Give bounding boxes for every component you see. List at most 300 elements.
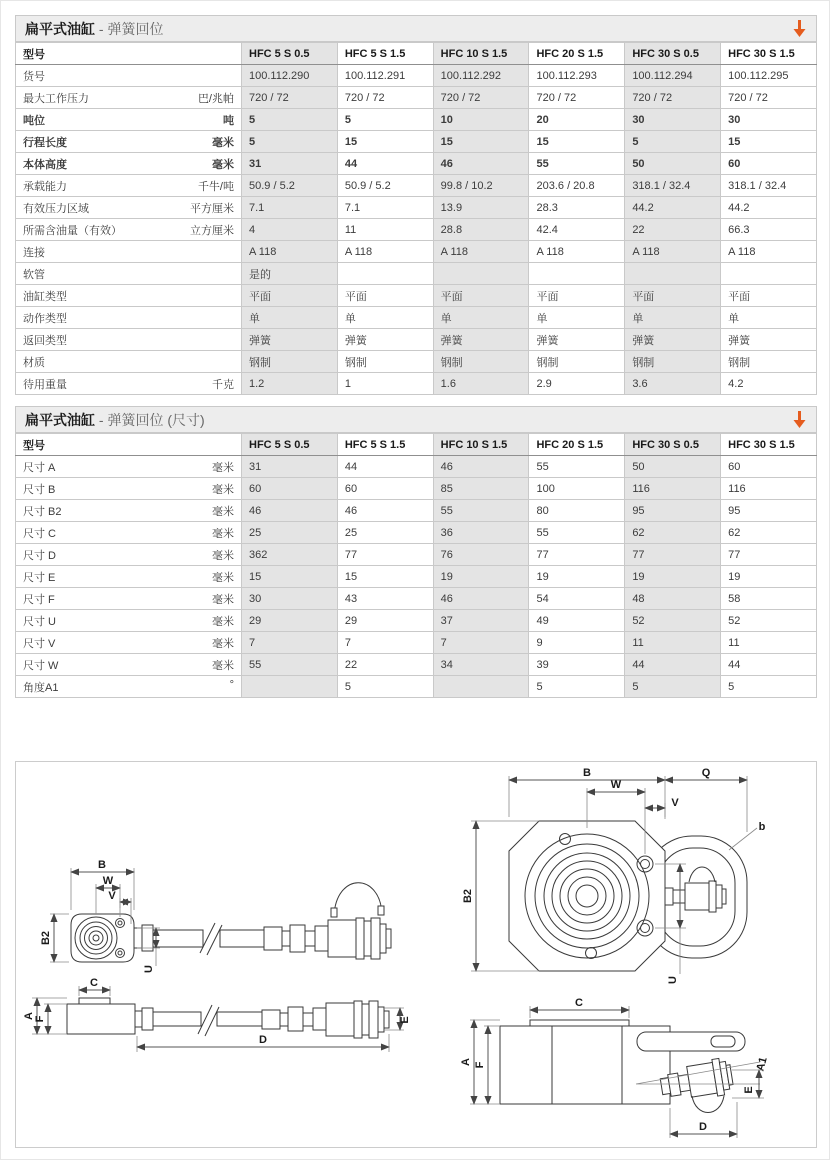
row-label-cell <box>16 175 242 197</box>
row-unit: 千克 <box>212 378 234 391</box>
value-cell: 50 <box>625 153 721 175</box>
view-side-left <box>23 977 411 1052</box>
table-row <box>16 522 817 544</box>
header-row <box>16 434 817 456</box>
row-unit: 毫米 <box>212 136 234 149</box>
value-cell: 是的 <box>242 263 338 285</box>
jump-down-arrow-icon[interactable] <box>792 410 807 429</box>
dim-label-f-side: F <box>34 1015 46 1023</box>
value-cell: 318.1 / 32.4 <box>721 175 817 197</box>
row-label-cell <box>16 109 242 131</box>
value-cell: 28.3 <box>529 197 625 219</box>
value-cell: 116 <box>721 478 817 500</box>
value-cell: 44.2 <box>625 197 721 219</box>
table-row <box>16 197 817 219</box>
value-cell <box>433 676 529 698</box>
value-cell: 46 <box>433 153 529 175</box>
header-row <box>16 43 817 65</box>
value-cell: 11 <box>337 219 433 241</box>
row-unit: 毫米 <box>212 461 234 474</box>
table1-title-suffix: - 弹簧回位 <box>95 20 164 37</box>
table2-title-main: 扁平式油缸 <box>25 411 95 428</box>
row-label-cell <box>16 219 242 241</box>
value-cell: 弹簧 <box>242 329 338 351</box>
value-cell <box>337 263 433 285</box>
row-label: 尺寸 B <box>23 483 56 496</box>
row-label: 尺寸 U <box>23 615 56 628</box>
value-cell: 60 <box>242 478 338 500</box>
row-label-cell <box>16 329 242 351</box>
value-cell: 7 <box>337 632 433 654</box>
value-cell: 39 <box>529 654 625 676</box>
value-cell: 弹簧 <box>433 329 529 351</box>
value-cell: 弹簧 <box>721 329 817 351</box>
value-cell: 7 <box>433 632 529 654</box>
value-cell <box>433 263 529 285</box>
value-cell: 62 <box>721 522 817 544</box>
value-cell: 55 <box>433 500 529 522</box>
value-cell: 46 <box>337 500 433 522</box>
row-label-cell <box>16 676 242 698</box>
dim-label-a-right: A <box>460 1058 472 1066</box>
row-label: 软管 <box>23 268 45 281</box>
row-label: 有效压力区域 <box>23 202 89 215</box>
row-label-cell <box>16 522 242 544</box>
value-cell: 55 <box>529 522 625 544</box>
value-cell: 平面 <box>337 285 433 307</box>
table-row <box>16 610 817 632</box>
row-label-cell <box>16 654 242 676</box>
value-cell: 5 <box>625 676 721 698</box>
value-cell: 15 <box>337 566 433 588</box>
value-cell: 44 <box>625 654 721 676</box>
column-header: HFC 20 S 1.5 <box>529 43 625 65</box>
value-cell: 单 <box>529 307 625 329</box>
value-cell: 60 <box>721 456 817 478</box>
value-cell: A 118 <box>721 241 817 263</box>
value-cell: 50.9 / 5.2 <box>337 175 433 197</box>
view-front-left <box>40 859 391 973</box>
row-unit: 巴/兆帕 <box>197 92 234 105</box>
table-row <box>16 131 817 153</box>
row-unit: 毫米 <box>212 505 234 518</box>
row-label-cell <box>16 153 242 175</box>
table-row <box>16 566 817 588</box>
value-cell: 22 <box>625 219 721 241</box>
value-cell: 1.2 <box>242 373 338 395</box>
value-cell: 9 <box>529 632 625 654</box>
value-cell: 77 <box>721 544 817 566</box>
value-cell: 15 <box>721 131 817 153</box>
row-label: 本体高度 <box>23 158 67 171</box>
view-top-right <box>462 767 766 984</box>
value-cell: 单 <box>721 307 817 329</box>
row-unit: 毫米 <box>212 549 234 562</box>
value-cell: 15 <box>337 131 433 153</box>
spec-table <box>15 42 817 395</box>
column-header: HFC 5 S 1.5 <box>337 43 433 65</box>
table-row <box>16 65 817 87</box>
value-cell: 7.1 <box>242 197 338 219</box>
value-cell: 100 <box>529 478 625 500</box>
row-unit: ° <box>229 678 234 691</box>
value-cell: 弹簧 <box>625 329 721 351</box>
value-cell: 50.9 / 5.2 <box>242 175 338 197</box>
value-cell: 31 <box>242 153 338 175</box>
table2-title-suffix: - 弹簧回位 (尺寸) <box>95 411 205 428</box>
value-cell: 弹簧 <box>337 329 433 351</box>
table-row <box>16 263 817 285</box>
row-label-cell <box>16 87 242 109</box>
column-header: HFC 30 S 0.5 <box>625 43 721 65</box>
value-cell: 1.6 <box>433 373 529 395</box>
value-cell: 720 / 72 <box>337 87 433 109</box>
dim-label-b2-front: B2 <box>40 930 52 946</box>
column-header: HFC 10 S 1.5 <box>433 43 529 65</box>
row-unit: 毫米 <box>212 637 234 650</box>
value-cell: 362 <box>242 544 338 566</box>
value-cell: 25 <box>337 522 433 544</box>
value-cell: 49 <box>529 610 625 632</box>
dim-label-u-front: U <box>143 965 155 973</box>
value-cell: 100.112.291 <box>337 65 433 87</box>
dim-label-c-right: C <box>575 997 583 1009</box>
table-row <box>16 153 817 175</box>
value-cell: 55 <box>529 153 625 175</box>
dim-label-a-side: A <box>23 1012 35 1020</box>
dim-label-c-side: C <box>90 977 98 989</box>
row-label-cell <box>16 241 242 263</box>
table1-title <box>25 22 163 36</box>
row-label-cell <box>16 610 242 632</box>
value-cell: 48 <box>625 588 721 610</box>
value-cell: 52 <box>625 610 721 632</box>
value-cell: 平面 <box>721 285 817 307</box>
value-cell: 44 <box>721 654 817 676</box>
value-cell: 19 <box>625 566 721 588</box>
row-label-cell <box>16 307 242 329</box>
value-cell: 19 <box>529 566 625 588</box>
value-cell: 31 <box>242 456 338 478</box>
value-cell: 钢制 <box>529 351 625 373</box>
row-label: 尺寸 V <box>23 637 56 650</box>
dim-label-e-right: E <box>743 1086 755 1094</box>
row-label: 货号 <box>23 70 45 83</box>
row-label: 尺寸 D <box>23 549 56 562</box>
drawing-svg <box>16 762 816 1147</box>
value-cell: 1 <box>337 373 433 395</box>
value-cell: 5 <box>529 676 625 698</box>
row-unit: 吨 <box>223 114 234 127</box>
column-header: HFC 30 S 0.5 <box>625 434 721 456</box>
table1-titlebar <box>15 15 817 42</box>
value-cell: 5 <box>242 131 338 153</box>
table-row <box>16 373 817 395</box>
table-row <box>16 175 817 197</box>
row-unit: 毫米 <box>212 659 234 672</box>
row-label: 油缸类型 <box>23 290 67 303</box>
value-cell: 66.3 <box>721 219 817 241</box>
row-unit: 立方厘米 <box>190 224 234 237</box>
value-cell: A 118 <box>529 241 625 263</box>
value-cell: 30 <box>721 109 817 131</box>
value-cell: 15 <box>433 131 529 153</box>
value-cell: 25 <box>242 522 338 544</box>
value-cell: 平面 <box>242 285 338 307</box>
value-cell: 4 <box>242 219 338 241</box>
dim-label-v-front: V <box>108 890 116 902</box>
row-label-cell <box>16 131 242 153</box>
dim-label-w-top: W <box>610 779 622 791</box>
row-label: 材质 <box>23 356 45 369</box>
dim-label-q-top: Q <box>701 767 711 779</box>
value-cell: 42.4 <box>529 219 625 241</box>
table1-title-main: 扁平式油缸 <box>25 20 95 37</box>
value-cell: 55 <box>242 654 338 676</box>
row-label: 吨位 <box>23 114 45 127</box>
table2-titlebar <box>15 406 817 433</box>
value-cell: A 118 <box>433 241 529 263</box>
value-cell: 77 <box>337 544 433 566</box>
dim-label-v-top: V <box>671 797 679 809</box>
value-cell: 37 <box>433 610 529 632</box>
value-cell: 36 <box>433 522 529 544</box>
value-cell: 44 <box>337 153 433 175</box>
dimensions-table-section <box>15 406 815 698</box>
value-cell: 80 <box>529 500 625 522</box>
value-cell: 60 <box>337 478 433 500</box>
value-cell: 15 <box>529 131 625 153</box>
value-cell: 46 <box>242 500 338 522</box>
dim-label-b-top: B <box>583 767 591 779</box>
value-cell: 203.6 / 20.8 <box>529 175 625 197</box>
table-row <box>16 456 817 478</box>
spec-table-section <box>15 15 815 395</box>
value-cell: 62 <box>625 522 721 544</box>
dim-label-b2-top: B2 <box>462 888 474 904</box>
view-side-right <box>460 997 770 1138</box>
value-cell: 钢制 <box>433 351 529 373</box>
value-cell: 20 <box>529 109 625 131</box>
dim-label-f-right: F <box>474 1061 486 1069</box>
value-cell <box>721 263 817 285</box>
row-label-cell <box>16 588 242 610</box>
value-cell <box>529 263 625 285</box>
value-cell: 55 <box>529 456 625 478</box>
value-cell: 44.2 <box>721 197 817 219</box>
value-cell: 28.8 <box>433 219 529 241</box>
table-row <box>16 544 817 566</box>
row-label: 承载能力 <box>23 180 67 193</box>
value-cell: 钢制 <box>721 351 817 373</box>
table-row <box>16 478 817 500</box>
value-cell: 99.8 / 10.2 <box>433 175 529 197</box>
value-cell: 10 <box>433 109 529 131</box>
value-cell: 50 <box>625 456 721 478</box>
row-label: 尺寸 B2 <box>23 505 62 518</box>
column-header: HFC 30 S 1.5 <box>721 434 817 456</box>
table-row <box>16 588 817 610</box>
column-header: HFC 10 S 1.5 <box>433 434 529 456</box>
value-cell: 29 <box>337 610 433 632</box>
value-cell: 100.112.293 <box>529 65 625 87</box>
value-cell: 2.9 <box>529 373 625 395</box>
row-label: 尺寸 C <box>23 527 56 540</box>
table-row <box>16 676 817 698</box>
value-cell: 4.2 <box>721 373 817 395</box>
value-cell: 44 <box>337 456 433 478</box>
value-cell: 3.6 <box>625 373 721 395</box>
row-unit: 毫米 <box>212 483 234 496</box>
value-cell: 钢制 <box>625 351 721 373</box>
value-cell: 60 <box>721 153 817 175</box>
row-label: 连接 <box>23 246 45 259</box>
row-label-cell <box>16 478 242 500</box>
row-label: 尺寸 A <box>23 461 56 474</box>
table-row <box>16 87 817 109</box>
row-label: 尺寸 W <box>23 659 59 672</box>
dim-label-d-side: D <box>259 1034 267 1046</box>
value-cell: 13.9 <box>433 197 529 219</box>
value-cell: 单 <box>433 307 529 329</box>
table-row <box>16 285 817 307</box>
dim-label-e-side: E <box>399 1016 411 1024</box>
row-unit: 毫米 <box>212 593 234 606</box>
value-cell <box>625 263 721 285</box>
value-cell: 钢制 <box>337 351 433 373</box>
table-row <box>16 351 817 373</box>
value-cell: 720 / 72 <box>242 87 338 109</box>
row-label-cell <box>16 632 242 654</box>
row-label-cell <box>16 544 242 566</box>
column-header: HFC 5 S 0.5 <box>242 434 338 456</box>
value-cell: 52 <box>721 610 817 632</box>
dim-label-w-front: W <box>102 875 114 887</box>
dim-label-u-top: U <box>667 976 679 984</box>
value-cell: 弹簧 <box>529 329 625 351</box>
row-unit: 毫米 <box>212 615 234 628</box>
column-header: HFC 5 S 1.5 <box>337 434 433 456</box>
row-label-cell <box>16 500 242 522</box>
value-cell: 720 / 72 <box>529 87 625 109</box>
value-cell: 19 <box>433 566 529 588</box>
value-cell: 单 <box>625 307 721 329</box>
value-cell: 5 <box>337 109 433 131</box>
row-label-cell <box>16 285 242 307</box>
column-header-model: 型号 <box>16 434 242 456</box>
column-header: HFC 5 S 0.5 <box>242 43 338 65</box>
value-cell: 77 <box>529 544 625 566</box>
dim-label-a1-right: A1 <box>754 1055 770 1073</box>
value-cell: 7 <box>242 632 338 654</box>
table2-title <box>25 413 205 427</box>
dim-label-d-right: D <box>699 1121 707 1133</box>
table-row <box>16 329 817 351</box>
value-cell: 5 <box>337 676 433 698</box>
value-cell: 46 <box>433 456 529 478</box>
value-cell: 116 <box>625 478 721 500</box>
value-cell: 22 <box>337 654 433 676</box>
value-cell: 平面 <box>529 285 625 307</box>
value-cell: 单 <box>337 307 433 329</box>
value-cell: 7.1 <box>337 197 433 219</box>
value-cell: 19 <box>721 566 817 588</box>
row-label: 尺寸 E <box>23 571 56 584</box>
value-cell: 85 <box>433 478 529 500</box>
value-cell: 95 <box>721 500 817 522</box>
value-cell: 5 <box>242 109 338 131</box>
value-cell: A 118 <box>625 241 721 263</box>
value-cell: 46 <box>433 588 529 610</box>
dim-label-b-front: B <box>98 859 106 871</box>
table-row <box>16 632 817 654</box>
row-label-cell <box>16 351 242 373</box>
row-label: 动作类型 <box>23 312 67 325</box>
row-unit: 毫米 <box>212 527 234 540</box>
column-header: HFC 30 S 1.5 <box>721 43 817 65</box>
row-label-cell <box>16 263 242 285</box>
table-row <box>16 241 817 263</box>
row-unit: 毫米 <box>212 571 234 584</box>
row-unit: 毫米 <box>212 158 234 171</box>
row-label: 所需含油量（有效） <box>23 224 122 237</box>
row-label: 行程长度 <box>23 136 67 149</box>
row-label-cell <box>16 65 242 87</box>
value-cell: 58 <box>721 588 817 610</box>
value-cell: 100.112.294 <box>625 65 721 87</box>
row-unit: 平方厘米 <box>190 202 234 215</box>
value-cell: 720 / 72 <box>625 87 721 109</box>
dimensions-table <box>15 433 817 698</box>
value-cell: A 118 <box>337 241 433 263</box>
value-cell: 5 <box>721 676 817 698</box>
technical-drawing <box>15 761 817 1148</box>
column-header-model: 型号 <box>16 43 242 65</box>
value-cell: 95 <box>625 500 721 522</box>
table-row <box>16 500 817 522</box>
value-cell: 29 <box>242 610 338 632</box>
value-cell: 平面 <box>433 285 529 307</box>
value-cell: 54 <box>529 588 625 610</box>
value-cell: 5 <box>625 131 721 153</box>
value-cell: 76 <box>433 544 529 566</box>
row-label-cell <box>16 456 242 478</box>
row-unit: 千牛/吨 <box>197 180 234 193</box>
value-cell: 34 <box>433 654 529 676</box>
row-label: 尺寸 F <box>23 593 55 606</box>
value-cell: 单 <box>242 307 338 329</box>
value-cell: A 118 <box>242 241 338 263</box>
table-row <box>16 109 817 131</box>
value-cell: 43 <box>337 588 433 610</box>
dim-label-handle: b <box>758 821 766 833</box>
value-cell: 720 / 72 <box>721 87 817 109</box>
value-cell: 100.112.292 <box>433 65 529 87</box>
row-label: 待用重量 <box>23 378 67 391</box>
value-cell: 30 <box>625 109 721 131</box>
value-cell: 11 <box>721 632 817 654</box>
value-cell: 11 <box>625 632 721 654</box>
row-label: 角度A1 <box>23 681 59 694</box>
row-label-cell <box>16 197 242 219</box>
table-row <box>16 219 817 241</box>
row-label: 返回类型 <box>23 334 67 347</box>
jump-down-arrow-icon[interactable] <box>792 19 807 38</box>
table-row <box>16 307 817 329</box>
row-label-cell <box>16 566 242 588</box>
value-cell: 平面 <box>625 285 721 307</box>
row-label: 最大工作压力 <box>23 92 89 105</box>
